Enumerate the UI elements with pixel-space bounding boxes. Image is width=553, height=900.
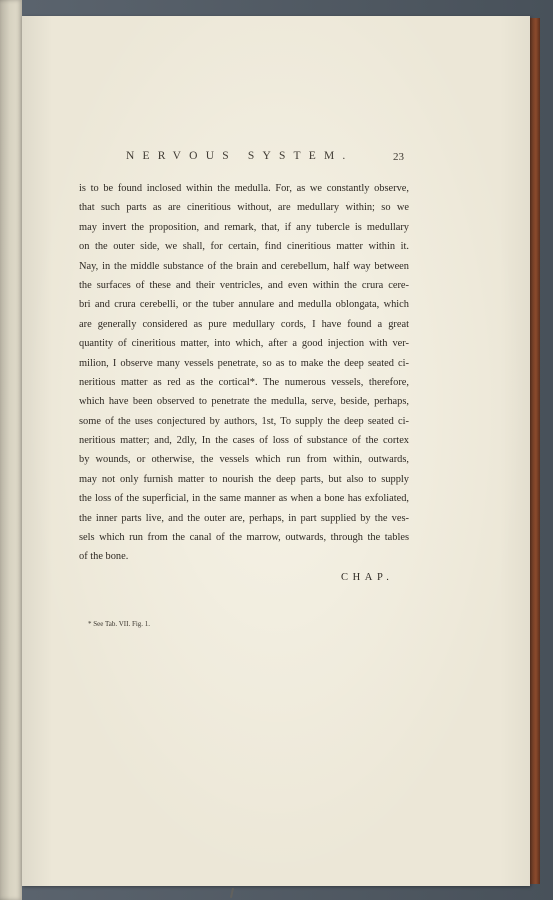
text-line: which have been observed to penetrate the medulla, serve, beside, perhaps, xyxy=(79,396,409,408)
footnote: * See Tab. VII. Fig. 1. xyxy=(88,620,151,628)
text-line: is to be found inclosed within the medulla. For, as we constantly observe, xyxy=(79,183,409,194)
book-gutter-edge xyxy=(0,0,22,900)
text-line: the loss of the superficial, in the same manner as when a bone has exfoliated, xyxy=(79,493,409,505)
text-line: that such parts as are cineritious without, are medullary within; so we xyxy=(79,202,409,214)
running-head-title: NERVOUS SYSTEM. xyxy=(126,150,354,162)
text-line: are generally considered as pure medullary cords, I have found a great xyxy=(79,318,409,330)
text-line: the surfaces of these and their ventricles, and even within the crura cere- xyxy=(79,279,409,291)
text-line: sels which run from the canal of the marrow, outwards, through the tables xyxy=(79,532,409,544)
text-line: Nay, in the middle substance of the brain and cerebellum, half way between xyxy=(79,260,409,272)
text-line: some of the uses conjectured by authors, 1st, To supply the deep seated ci- xyxy=(79,415,409,427)
text-line: milion, I observe many vessels penetrate, so as to make the deep seated ci- xyxy=(79,357,409,369)
body-text xyxy=(79,179,409,567)
text-line-last: of the bone. xyxy=(79,551,129,563)
catchword: CHAP. xyxy=(341,572,394,583)
text-line: the inner parts live, and the outer are, perhaps, in part supplied by the ves- xyxy=(79,512,409,524)
text-line: bri and crura cerebelli, or the tuber annulare and medulla oblongata, which xyxy=(79,299,409,311)
book-cover-edge xyxy=(530,18,540,884)
text-line: on the outer side, we shall, for certain, find cineritious matter within it. xyxy=(79,241,409,253)
text-line: by wounds, or otherwise, the vessels which run from within, outwards, xyxy=(79,454,409,466)
running-head xyxy=(22,150,530,166)
text-line: quantity of cineritious matter, into which, after a good injection with ver- xyxy=(79,338,409,350)
text-line: may not only furnish matter to nourish the deep parts, but also to supply xyxy=(79,473,409,485)
book-page xyxy=(22,16,530,886)
text-line: may invert the proposition, and remark, that, if any tubercle is medullary xyxy=(79,221,409,233)
text-line: neritious matter as red as the cortical*. The numerous vessels, therefore, xyxy=(79,376,409,388)
text-line: neritious matter; and, 2dly, In the cases of loss of substance of the cortex xyxy=(79,435,409,447)
page-number: 23 xyxy=(393,151,404,163)
